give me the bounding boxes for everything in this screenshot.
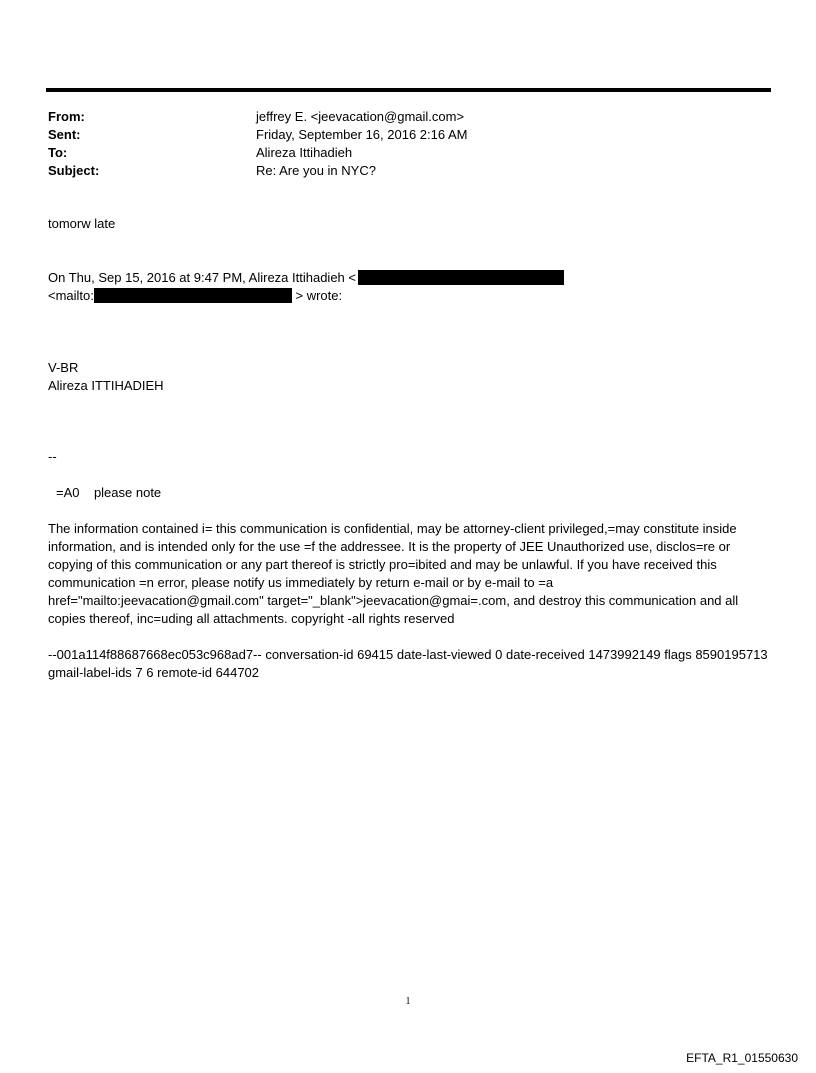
wrote-suffix: > wrote: (295, 288, 343, 303)
redaction-box (358, 270, 564, 285)
subject-value: Re: Are you in NYC? (256, 163, 376, 178)
bates-number: EFTA_R1_01550630 (686, 1051, 798, 1065)
subject-row (48, 162, 768, 180)
separator-line: -- (48, 449, 57, 464)
metadata-paragraph: --001a114f88687668ec053c968ad7-- conversation-id 69415 date-last-viewed 0 date-received 1473992149 flags 8590195713 gmail-label-ids 7 6 remote-id 644702 (48, 647, 768, 680)
quote-intro-text: On Thu, Sep 15, 2016 at 9:47 PM, Alireza Ittihadieh < (48, 270, 356, 285)
to-value: Alireza Ittihadieh (256, 145, 353, 160)
from-value: jeffrey E. <jeevacation@gmail.com> (256, 109, 465, 124)
note-line: =A0 please note (56, 485, 162, 500)
to-label: To: (48, 145, 68, 160)
signature-block (48, 359, 768, 395)
quote-mailto-line (48, 287, 768, 305)
mailto-prefix: <mailto: (48, 288, 94, 303)
sent-row (48, 126, 768, 144)
subject-label: Subject: (48, 163, 100, 178)
email-header (48, 108, 768, 180)
sent-label: Sent: (48, 127, 81, 142)
from-label: From: (48, 109, 85, 124)
to-row (48, 144, 768, 162)
sent-value: Friday, September 16, 2016 2:16 AM (256, 127, 468, 142)
signature-line: V-BR (48, 360, 79, 375)
disclaimer-paragraph: The information contained i= this communication is confidential, may be attorney-client privileged,=may constitute inside information, and is intended only for the use =f the addressee. It is the property of JEE Unauthorized use, disclos=re or copying of this communication or any part thereof is strictly pro=ibited and may be unlawful. If you have received this communication =n error, please notify us immediately by return e-mail or by e-mail to =a href="mailto:jeevacation@gmail.com" target="_blank">jeevacation@gmai=.com, and destroy this communication and all copies thereof, inc=uding all attachments. copyright -all rights reserved (48, 521, 739, 626)
reply-text: tomorw late (48, 216, 116, 231)
header-divider (46, 88, 771, 92)
from-row (48, 108, 768, 126)
redaction-box (94, 288, 292, 303)
quote-intro-line (48, 269, 768, 287)
signature-name: Alireza ITTIHADIEH (48, 378, 164, 393)
page-number: 1 (405, 996, 411, 1007)
